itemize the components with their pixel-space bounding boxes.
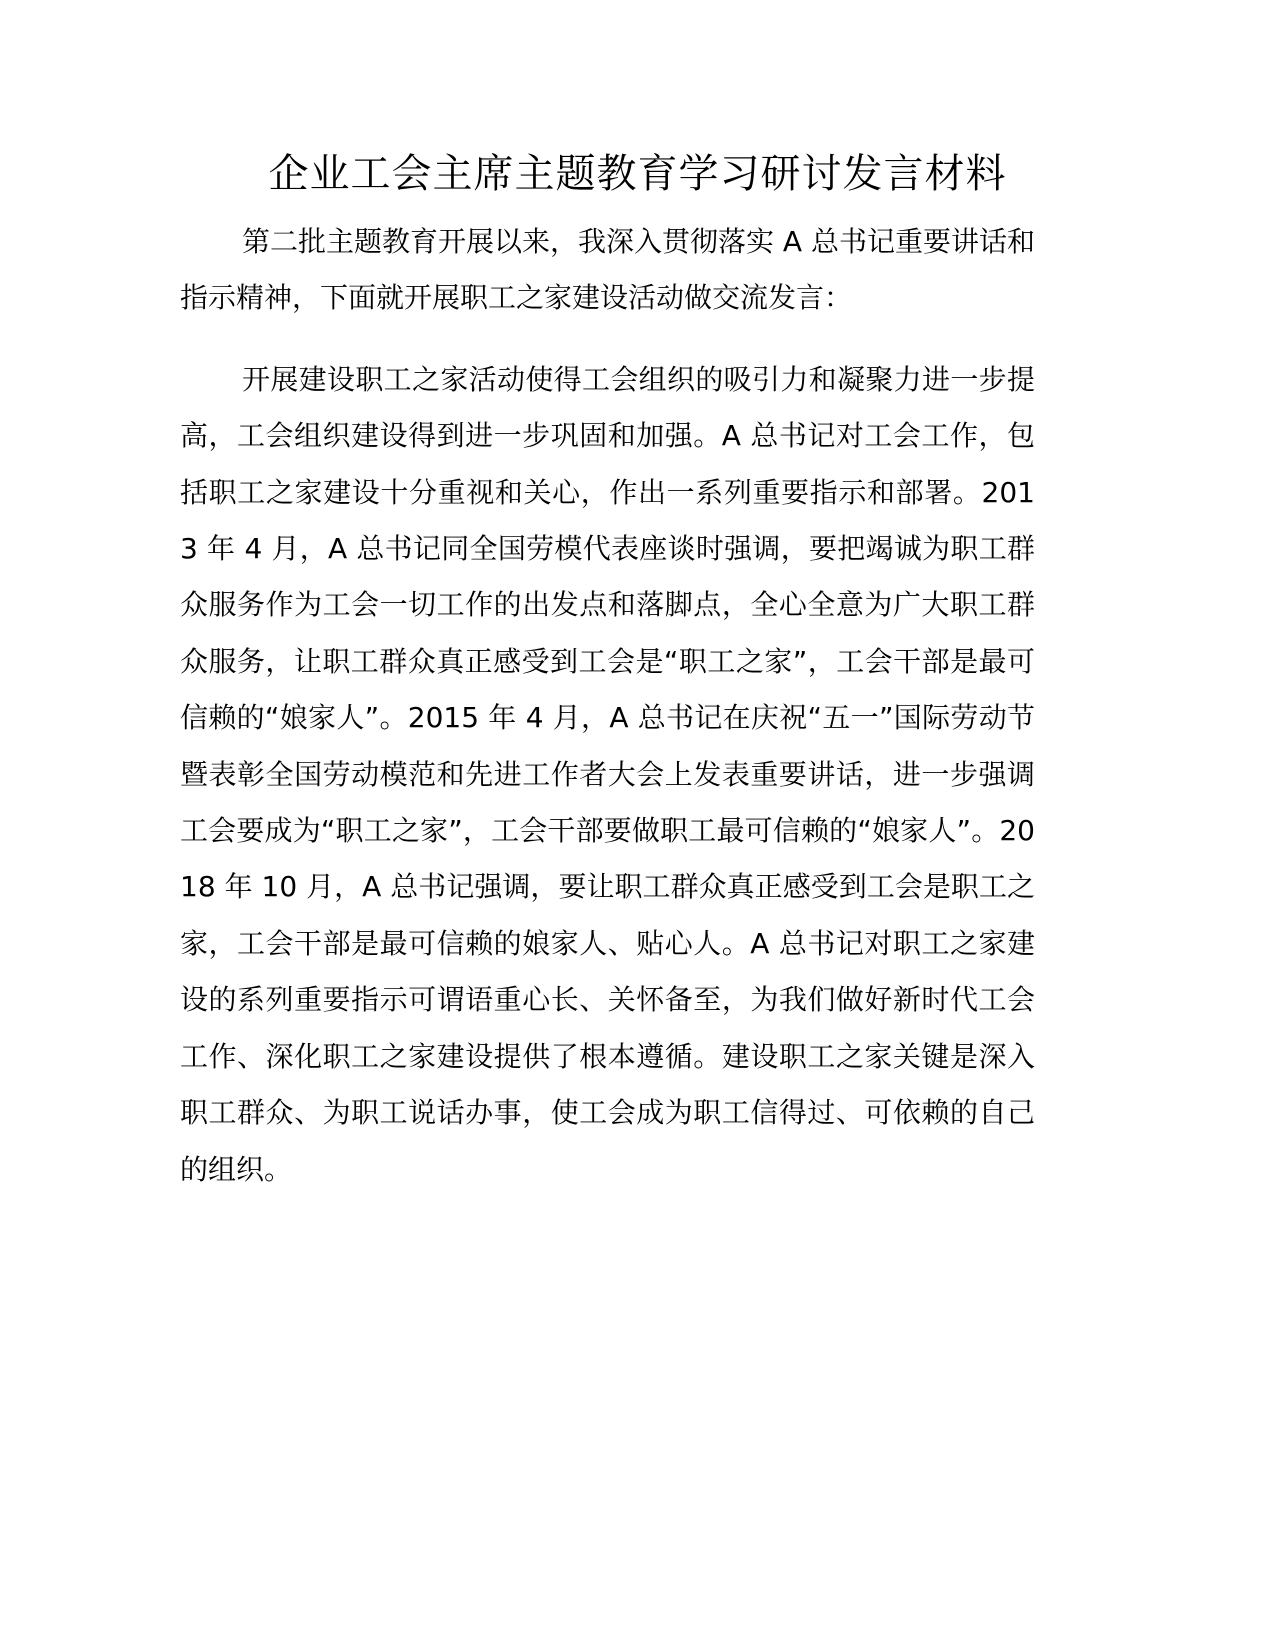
intro-paragraph: 第二批主题教育开展以来，我深入贯彻落实 A 总书记重要讲话和指示精神，下面就开展职工之家建设活动做交流发言： xyxy=(180,225,1035,315)
body-paragraph: 开展建设职工之家活动使得工会组织的吸引力和凝聚力进一步提高，工会组织建设得到进一步巩固和加强。A 总书记对工会工作，包括职工之家建设十分重视和关心，作出一系列重要指示和部署。2013 年 4 月，A 总书记同全国劳模代表座谈时强调，要把竭诚为职工群众服务作为工会一切工作的出发点和落脚点，全心全意为广大职工群众服务，让职工群众真正感受到工会是“职工之家”，工会干部是最可信赖的“娘家人”。2015 年 4 月，A 总书记在庆祝“五一”国际劳动节暨表彰全国劳动模范和先进工作者大会上发表重要讲话，进一步强调工会要成为“职工之家”，工会干部要做职工最可信赖的“娘家人”。2018 年 10 月，A 总书记强调，要让职工群众真正感受到工会是职工之家，工会干部是最可信赖的娘家人、贴心人。A 总书记对职工之家建设的系列重要指示可谓语重心长、关怀备至，为我们做好新时代工会工作、深化职工之家建设提供了根本遵循。建设职工之家关键是深入职工群众、为职工说话办事，使工会成为职工信得过、可依赖的自己的组织。 xyxy=(180,362,1035,1186)
document-title: 企业工会主席主题教育学习研讨发言材料 xyxy=(268,151,1007,197)
document-body xyxy=(180,214,1035,1198)
